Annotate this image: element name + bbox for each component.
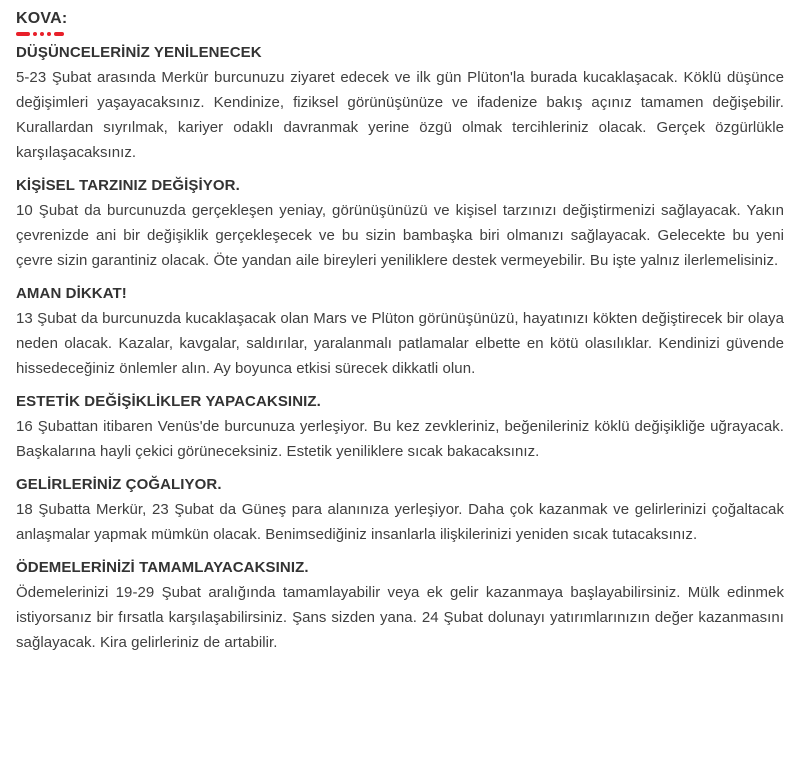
section-body: 13 Şubat da burcunuzda kucaklaşacak olan Mars ve Plüton görünüşünüzü, hayatınızı kökten değiştirecek bir olaya neden olacak. Kazalar, kavgalar, saldırılar, yaralanmalı patlamalar elbette en kötü olasılıklar. Kendinizi güvende hissedeceğiniz önlemler alın. Ay boyunca etkisi sürecek dikkatli olun.: [16, 310, 784, 377]
section-body: 5-23 Şubat arasında Merkür burcunuzu ziyaret edecek ve ilk gün Plüton'la burada kucaklaşacak. Köklü düşünce değişimleri yaşayacaksınız. Kendinize, fiziksel görünüşünüze ve ifadenize bakış açınız tamamen değişebilir. Kurallardan sıyrılmak, kariyer odaklı davranmak yerine özgü olmak tercihleriniz olacak. Gerçek özgürlükle karşılaşacaksınız.: [16, 69, 784, 161]
section-title: AMAN DİKKAT!: [16, 285, 127, 302]
section-title: DÜŞÜNCELERİNİZ YENİLENECEK: [16, 44, 262, 61]
section-body: 16 Şubattan itibaren Venüs'de burcunuza yerleşiyor. Bu kez zevkleriniz, beğenileriniz köklü değişikliğe uğrayacak. Başkalarına hayli çekici görüneceksiniz. Estetik yeniliklere sıcak bakacaksınız.: [16, 418, 784, 460]
underline-dot: [47, 32, 51, 36]
section-body: Ödemelerinizi 19-29 Şubat aralığında tamamlayabilir veya ek gelir kazanmaya başlayabilirsiniz. Mülk edinmek istiyorsanız bir fırsatla karşılaşabilirsiniz. Şans sizden yana. 24 Şubat dolunayı yatırımlarınızın değer kazanmasını sağlayacak. Kira gelirleriniz de artabilir.: [16, 584, 784, 651]
section-title: GELİRLERİNİZ ÇOĞALIYOR.: [16, 476, 222, 493]
section-body: 10 Şubat da burcunuzda gerçekleşen yeniay, görünüşünüzü ve kişisel tarzınızı değiştirmenizi sağlayacak. Yakın çevrenizde ani bir değişiklik gerçekleşecek ve bu sizin bambaşka biri olmanızı sağlayacak. Gelecekte bu yeni çevre sizin garantiniz olacak. Öte yandan aile bireyleri yeniliklere destek vermeyebilir. Bu işte yalnız ilerlemelisiniz.: [16, 202, 784, 269]
section-thoughts: [16, 41, 784, 165]
title-underline-dots: [16, 31, 784, 37]
underline-dot: [33, 32, 37, 36]
section-aesthetic: [16, 390, 784, 464]
section-title: ESTETİK DEĞİŞİKLİKLER YAPACAKSINIZ.: [16, 393, 321, 410]
section-title: ÖDEMELERİNİZİ TAMAMLAYACAKSINIZ.: [16, 559, 309, 576]
section-income: [16, 473, 784, 547]
section-payments: [16, 556, 784, 655]
sign-title: KOVA:: [16, 10, 68, 27]
section-style: [16, 174, 784, 273]
underline-dot: [54, 32, 64, 36]
section-title: KİŞİSEL TARZINIZ DEĞİŞİYOR.: [16, 177, 240, 194]
section-warning: [16, 282, 784, 381]
underline-dot: [40, 32, 44, 36]
underline-dot: [16, 32, 30, 36]
section-body: 18 Şubatta Merkür, 23 Şubat da Güneş para alanınıza yerleşiyor. Daha çok kazanmak ve gelirlerinizi çoğaltacak anlaşmalar yapmak mümkün olacak. Benimsediğiniz insanlarla ilişkilerinizi yeniden sıcak tutacaksınız.: [16, 501, 784, 543]
